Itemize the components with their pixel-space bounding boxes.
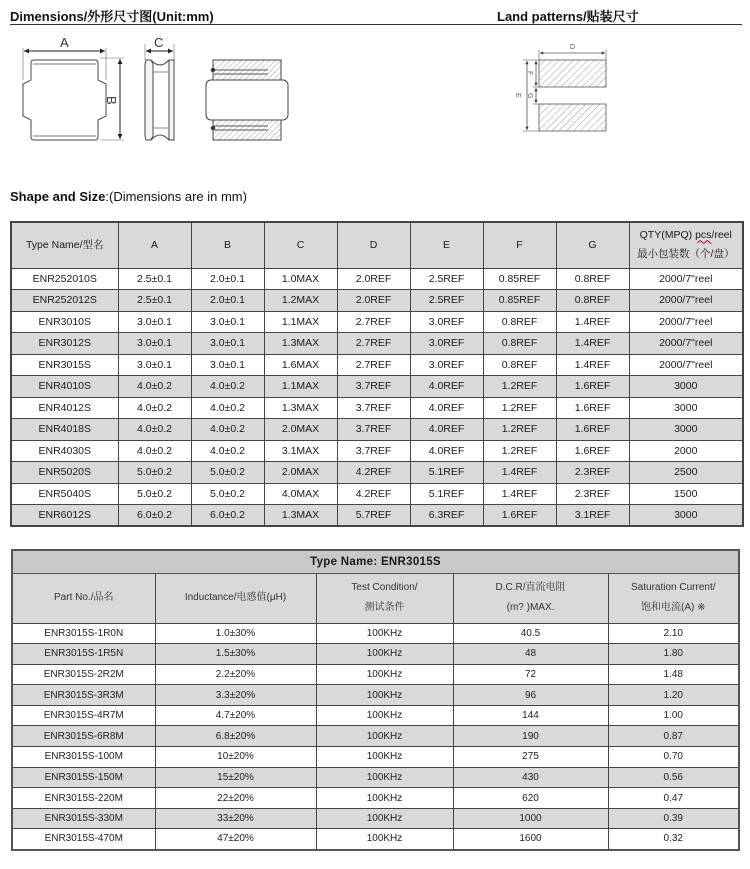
table-cell: 5.0±0.2 (118, 483, 191, 505)
table-cell: 2500 (629, 462, 743, 484)
table-cell: 2.2±20% (155, 664, 316, 685)
table-cell: 100KHz (316, 623, 453, 644)
dimension-table-row (11, 397, 743, 419)
table-cell: 100KHz (316, 664, 453, 685)
table-cell: 2.3REF (556, 483, 629, 505)
table-cell: 3.0±0.1 (118, 333, 191, 355)
table-cell: 2.3REF (556, 462, 629, 484)
table-cell: 5.0±0.2 (118, 462, 191, 484)
col-header-type-name: Type Name/型名 (11, 222, 118, 268)
table-cell: 100KHz (316, 808, 453, 829)
table-cell: 2000 (629, 440, 743, 462)
table-cell: 5.0±0.2 (191, 462, 264, 484)
table-cell: 2000/7"reel (629, 333, 743, 355)
land-pattern-drawing (490, 30, 630, 145)
qty-header-prefix: QTY(MPQ) (639, 229, 696, 242)
dimension-table (10, 221, 744, 527)
table-cell: 0.87 (608, 726, 739, 747)
header-line1: Test Condition/ (351, 582, 418, 593)
table-cell: ENR5040S (11, 483, 118, 505)
col-header-qty (629, 222, 743, 268)
table-cell: 0.8REF (483, 354, 556, 376)
table-cell: ENR3015S-4R7M (12, 705, 155, 726)
dimensions-title: Dimensions/外形尺寸图(Unit:mm) (10, 9, 214, 24)
col-header-inductance (155, 573, 316, 623)
table-cell: 4.0MAX (264, 483, 337, 505)
col-header-dcr (453, 573, 608, 623)
table-cell: 0.47 (608, 788, 739, 809)
land-label-f: F (526, 71, 533, 76)
table-cell: 4.0REF (410, 419, 483, 441)
table-cell: ENR3015S-330M (12, 808, 155, 829)
table-cell: 4.0±0.2 (118, 376, 191, 398)
dimension-table-row (11, 333, 743, 355)
table-cell: 2.0±0.1 (191, 290, 264, 312)
dimension-label-c: C (154, 35, 164, 50)
table-cell: 2000/7"reel (629, 268, 743, 290)
part-table-row (12, 767, 739, 788)
table-cell: 1.3MAX (264, 505, 337, 527)
land-label-e: E (514, 93, 521, 98)
table-cell: 0.85REF (483, 290, 556, 312)
header-line2: 测试条件 (364, 602, 405, 613)
table-cell: 2.0MAX (264, 419, 337, 441)
col-header-c: C (264, 222, 337, 268)
table-cell: 2000/7"reel (629, 311, 743, 333)
table-cell: 0.8REF (556, 290, 629, 312)
table-cell: 0.56 (608, 767, 739, 788)
table-cell: 0.8REF (483, 311, 556, 333)
table-cell: ENR4018S (11, 419, 118, 441)
table-cell: ENR4012S (11, 397, 118, 419)
header-line1: D.C.R/直流电阻 (495, 582, 566, 593)
table-cell: 5.7REF (337, 505, 410, 527)
table-cell: 1.4REF (483, 462, 556, 484)
table-cell: 5.1REF (410, 483, 483, 505)
shape-and-size-bold: Shape and Size (10, 189, 106, 204)
table-cell: 6.3REF (410, 505, 483, 527)
table-cell: 2.7REF (337, 311, 410, 333)
table-cell: 100KHz (316, 644, 453, 665)
table-cell: 0.39 (608, 808, 739, 829)
table-cell: ENR3015S-2R2M (12, 664, 155, 685)
table-cell: 1.6REF (556, 397, 629, 419)
table-cell: 33±20% (155, 808, 316, 829)
table-cell: 1.1MAX (264, 376, 337, 398)
table-cell: 47±20% (155, 829, 316, 850)
table-cell: 100KHz (316, 829, 453, 850)
table-cell: 100KHz (316, 767, 453, 788)
table-cell: 4.7±20% (155, 705, 316, 726)
part-table-row (12, 726, 739, 747)
table-cell: 5.0±0.2 (191, 483, 264, 505)
top-view-outline (23, 48, 124, 140)
table-cell: 1.6REF (556, 376, 629, 398)
table-cell: ENR4030S (11, 440, 118, 462)
table-cell: 1.4REF (556, 311, 629, 333)
dimension-table-row (11, 505, 743, 527)
dimension-table-row (11, 290, 743, 312)
table-cell: 3.0REF (410, 354, 483, 376)
shape-and-size-title (10, 189, 247, 204)
part-table-row (12, 664, 739, 685)
table-cell: 1.2MAX (264, 290, 337, 312)
part-table-row (12, 829, 739, 850)
table-cell: 4.0±0.2 (191, 397, 264, 419)
table-cell: 1.5±30% (155, 644, 316, 665)
table-cell: 3.0±0.1 (191, 311, 264, 333)
table-cell: 2.0±0.1 (191, 268, 264, 290)
table-cell: 10±20% (155, 747, 316, 768)
table-cell: 0.8REF (556, 268, 629, 290)
table-cell: 6.0±0.2 (118, 505, 191, 527)
table-cell: ENR3015S (11, 354, 118, 376)
table-cell: 1.6MAX (264, 354, 337, 376)
table-cell: 1.3MAX (264, 397, 337, 419)
table-cell: 1.4REF (483, 483, 556, 505)
dimension-label-b: B (104, 96, 119, 105)
table-cell: 3000 (629, 376, 743, 398)
table-cell: 1.1MAX (264, 311, 337, 333)
header-line1: Saturation Current/ (631, 582, 716, 593)
table-cell: 6.0±0.2 (191, 505, 264, 527)
table-cell: 430 (453, 767, 608, 788)
table-cell: 1.2REF (483, 376, 556, 398)
table-cell: 3.0±0.1 (191, 354, 264, 376)
table-cell: ENR5020S (11, 462, 118, 484)
part-table-row (12, 705, 739, 726)
table-cell: 22±20% (155, 788, 316, 809)
table-cell: 2000/7"reel (629, 290, 743, 312)
col-header-f: F (483, 222, 556, 268)
table-cell: 2.5REF (410, 290, 483, 312)
table-cell: 1500 (629, 483, 743, 505)
table-cell: 3.7REF (337, 419, 410, 441)
table-cell: ENR3015S-100M (12, 747, 155, 768)
table-cell: 48 (453, 644, 608, 665)
table-cell: ENR4010S (11, 376, 118, 398)
part-table-header (12, 573, 739, 623)
table-cell: 4.2REF (337, 462, 410, 484)
table-cell: 1.6REF (556, 440, 629, 462)
table-cell: 4.0±0.2 (118, 397, 191, 419)
table-cell: 2.5±0.1 (118, 268, 191, 290)
table-cell: 3.1REF (556, 505, 629, 527)
header-line2: (m? )MAX. (506, 602, 555, 613)
table-cell: 0.70 (608, 747, 739, 768)
table-cell: 4.0±0.2 (118, 419, 191, 441)
table-cell: 190 (453, 726, 608, 747)
table-cell: ENR252012S (11, 290, 118, 312)
table-cell: 3.0REF (410, 333, 483, 355)
table-cell: 1.20 (608, 685, 739, 706)
qty-header-cn: 最小包装数（个/盘） (637, 248, 735, 261)
table-cell: 3.0REF (410, 311, 483, 333)
part-table-caption-row (12, 550, 739, 573)
table-cell: 0.8REF (483, 333, 556, 355)
table-cell: 1.0±30% (155, 623, 316, 644)
table-cell: ENR3015S-470M (12, 829, 155, 850)
table-cell: 0.32 (608, 829, 739, 850)
col-header-g: G (556, 222, 629, 268)
table-cell: 15±20% (155, 767, 316, 788)
table-cell: 1.2REF (483, 419, 556, 441)
table-cell: 3.7REF (337, 397, 410, 419)
table-cell: 1000 (453, 808, 608, 829)
table-cell: 1.3MAX (264, 333, 337, 355)
table-cell: ENR3015S-3R3M (12, 685, 155, 706)
part-table-row (12, 623, 739, 644)
table-cell: ENR3015S-6R8M (12, 726, 155, 747)
part-table-body (12, 623, 739, 850)
table-cell: 100KHz (316, 747, 453, 768)
col-header-e: E (410, 222, 483, 268)
land-patterns-title: Land patterns/贴装尺寸 (497, 9, 639, 24)
table-cell: 4.0REF (410, 376, 483, 398)
col-header-b: B (191, 222, 264, 268)
part-table-row (12, 788, 739, 809)
land-pad-top (539, 60, 606, 87)
table-cell: ENR252010S (11, 268, 118, 290)
table-cell: ENR3015S-1R0N (12, 623, 155, 644)
table-cell: ENR3015S-220M (12, 788, 155, 809)
table-cell: 6.8±20% (155, 726, 316, 747)
dimension-table-row (11, 419, 743, 441)
dimension-table-row (11, 440, 743, 462)
table-cell: 1.0MAX (264, 268, 337, 290)
dimension-table-row (11, 311, 743, 333)
table-cell: 1600 (453, 829, 608, 850)
col-header-d: D (337, 222, 410, 268)
table-cell: ENR3015S-150M (12, 767, 155, 788)
table-cell: 4.0REF (410, 397, 483, 419)
table-cell: 3000 (629, 419, 743, 441)
table-cell: 3.1MAX (264, 440, 337, 462)
table-cell: 4.0REF (410, 440, 483, 462)
qty-header-suffix: /reel (711, 229, 732, 242)
table-cell: 1.4REF (556, 354, 629, 376)
table-cell: 4.2REF (337, 483, 410, 505)
table-cell: 1.2REF (483, 440, 556, 462)
table-cell: 4.0±0.2 (191, 419, 264, 441)
dimension-label-a: A (60, 35, 69, 50)
table-cell: 96 (453, 685, 608, 706)
table-cell: 0.85REF (483, 268, 556, 290)
header-line1: Inductance/电感值(μH) (184, 592, 287, 603)
table-cell: 4.0±0.2 (191, 376, 264, 398)
table-cell: 620 (453, 788, 608, 809)
table-cell: 2.0REF (337, 268, 410, 290)
col-header-a: A (118, 222, 191, 268)
dimension-table-row (11, 354, 743, 376)
col-header-part-no (12, 573, 155, 623)
table-cell: 1.48 (608, 664, 739, 685)
table-cell: 3.3±20% (155, 685, 316, 706)
table-cell: 3.0±0.1 (118, 311, 191, 333)
table-cell: 1.4REF (556, 333, 629, 355)
dimension-table-body (11, 268, 743, 526)
table-cell: 275 (453, 747, 608, 768)
table-cell: 2.7REF (337, 333, 410, 355)
table-cell: 3000 (629, 397, 743, 419)
table-cell: 3.7REF (337, 440, 410, 462)
dimension-table-header (11, 222, 743, 268)
part-spec-table (11, 549, 740, 851)
dimension-table-row (11, 462, 743, 484)
qty-header-pcs: pcs (695, 229, 712, 242)
header-line2: 饱和电流(A) ※ (641, 602, 706, 613)
table-cell: 144 (453, 705, 608, 726)
dimension-table-row (11, 268, 743, 290)
table-cell: 1.00 (608, 705, 739, 726)
table-cell: 72 (453, 664, 608, 685)
table-cell: 4.0±0.2 (191, 440, 264, 462)
dimension-table-row (11, 376, 743, 398)
table-cell: 100KHz (316, 685, 453, 706)
table-cell: 2000/7"reel (629, 354, 743, 376)
land-pad-bottom (539, 104, 606, 131)
part-table-row (12, 808, 739, 829)
table-cell: 2.0MAX (264, 462, 337, 484)
table-cell: 100KHz (316, 705, 453, 726)
table-cell: 3000 (629, 505, 743, 527)
land-label-d: D (570, 44, 576, 51)
part-table-caption: Type Name: ENR3015S (12, 550, 739, 573)
dimension-table-row (11, 483, 743, 505)
col-header-saturation-current (608, 573, 739, 623)
table-cell: 5.1REF (410, 462, 483, 484)
table-cell: 100KHz (316, 726, 453, 747)
table-cell: 2.10 (608, 623, 739, 644)
table-cell: 2.5REF (410, 268, 483, 290)
table-cell: 100KHz (316, 788, 453, 809)
table-cell: 1.80 (608, 644, 739, 665)
component-outline-drawing (0, 30, 480, 150)
table-cell: 1.2REF (483, 397, 556, 419)
table-cell: 2.5±0.1 (118, 290, 191, 312)
table-cell: 1.6REF (556, 419, 629, 441)
table-cell: 3.0±0.1 (191, 333, 264, 355)
table-cell: 3.7REF (337, 376, 410, 398)
table-cell: 4.0±0.2 (118, 440, 191, 462)
part-table-row (12, 644, 739, 665)
part-table-row (12, 685, 739, 706)
table-cell: 2.0REF (337, 290, 410, 312)
table-cell: ENR3010S (11, 311, 118, 333)
table-cell: ENR3015S-1R5N (12, 644, 155, 665)
part-table-row (12, 747, 739, 768)
header-divider (10, 24, 742, 25)
front-sectional-view (206, 60, 288, 140)
table-cell: 40.5 (453, 623, 608, 644)
table-cell: ENR3012S (11, 333, 118, 355)
table-cell: 1.6REF (483, 505, 556, 527)
side-view-outline (145, 44, 174, 140)
land-label-g: G (526, 93, 533, 99)
table-cell: 2.7REF (337, 354, 410, 376)
col-header-test-condition (316, 573, 453, 623)
header-line1: Part No./品名 (54, 592, 114, 603)
table-cell: 3.0±0.1 (118, 354, 191, 376)
shape-and-size-note: :(Dimensions are in mm) (105, 189, 247, 204)
table-cell: ENR6012S (11, 505, 118, 527)
